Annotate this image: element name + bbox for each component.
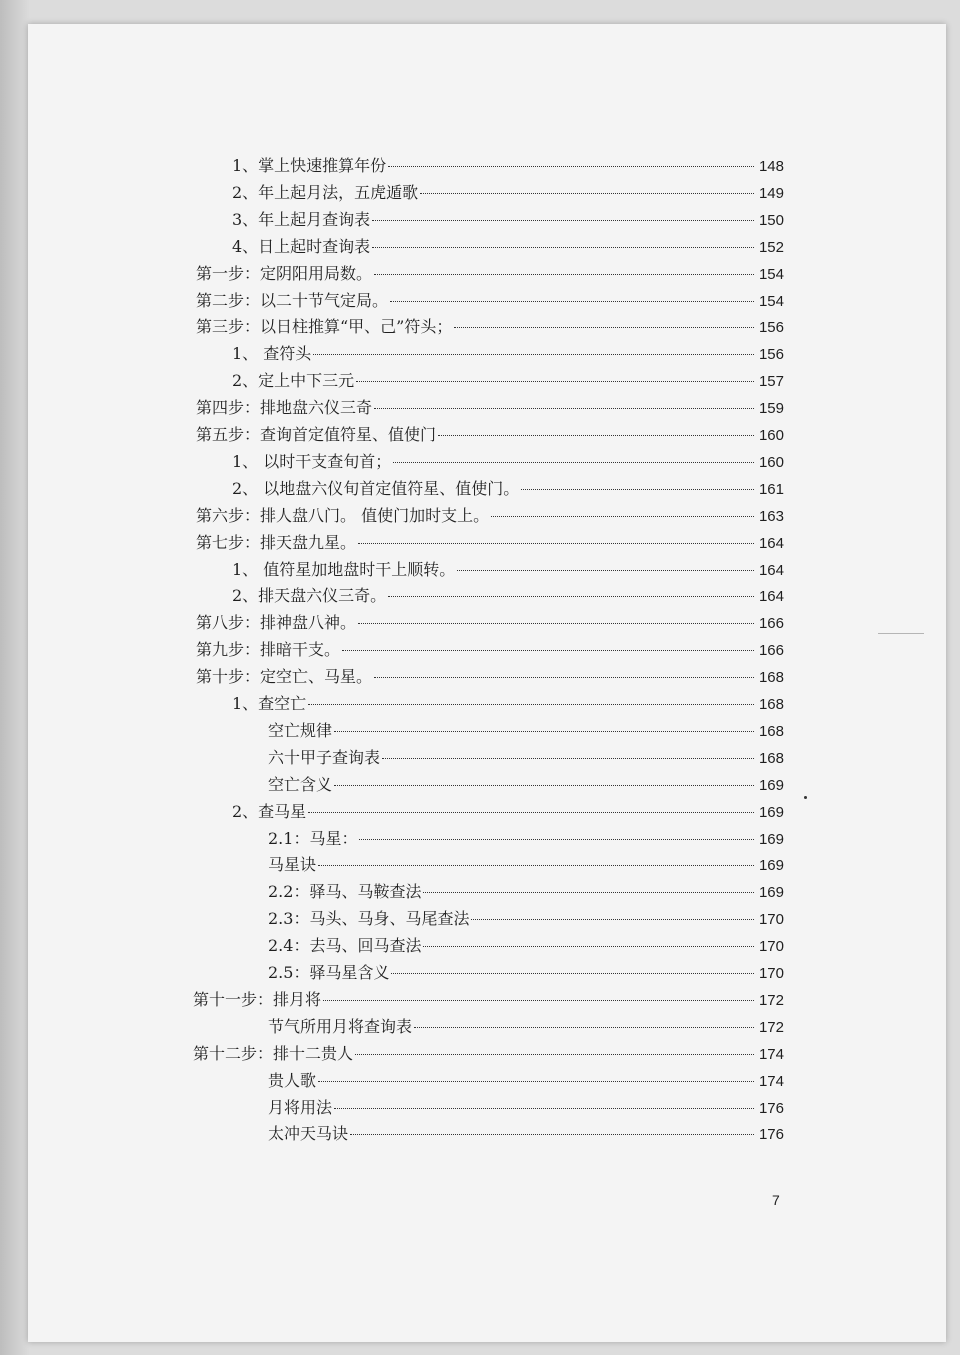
toc-entry	[232, 448, 784, 475]
toc-entry-title: 第四步：排地盘六仪三奇	[196, 398, 373, 418]
toc-leader-dots	[372, 220, 754, 221]
toc-entry-title: 2.1：马星：	[268, 828, 358, 848]
toc-entry-title: 第九步：排暗干支。	[196, 640, 341, 660]
toc-entry-page: 157	[758, 373, 784, 391]
scan-left-edge	[0, 0, 30, 1355]
toc-leader-dots	[420, 193, 754, 194]
toc-entry	[196, 609, 784, 636]
toc-entry-page: 156	[758, 346, 784, 364]
toc-leader-dots	[342, 650, 754, 651]
toc-entry-page: 176	[758, 1099, 784, 1117]
toc-entry-page: 168	[758, 696, 784, 713]
toc-entry	[268, 1120, 784, 1147]
toc-entry-title: 2、 以地盘六仪旬首定值符星、值使门。	[232, 478, 520, 498]
toc-entry-title: 1、 查符头	[232, 344, 312, 364]
toc-entry-title: 第三步：以日柱推算“甲、己”符头；	[196, 317, 453, 337]
toc-entry-title: 第八步：排神盘八神。	[196, 613, 357, 633]
toc-entry-title: 1、掌上快速推算年份	[232, 156, 387, 175]
toc-entry-page: 174	[758, 1045, 784, 1063]
toc-entry-page: 163	[758, 507, 784, 525]
toc-leader-dots	[423, 892, 754, 893]
toc-entry-page: 169	[758, 776, 784, 794]
toc-entry-title: 3、年上起月查询表	[232, 209, 371, 229]
toc-entry-page: 148	[758, 158, 784, 175]
toc-entry-title: 节气所用月将查询表	[268, 1016, 413, 1036]
toc-entry-page: 161	[758, 480, 784, 498]
page-number: 7	[772, 1192, 780, 1208]
toc-leader-dots	[374, 274, 754, 275]
toc-entry-title: 2、排天盘六仪三奇。	[232, 586, 387, 606]
toc-entry	[268, 1094, 784, 1121]
toc-entry-page: 166	[758, 615, 784, 633]
toc-entry	[193, 986, 784, 1013]
toc-leader-dots	[457, 570, 754, 571]
toc-entry-title: 第十一步：排月将	[193, 989, 322, 1009]
toc-entry-page: 154	[758, 292, 784, 310]
toc-entry	[232, 367, 784, 394]
toc-entry-title: 六十甲子查询表	[268, 747, 381, 767]
toc-entry-title: 第一步：定阴阳用局数。	[196, 263, 373, 283]
toc-entry-title: 第十二步：排十二贵人	[193, 1043, 354, 1063]
toc-entry-title: 第五步：查询首定值符星、值使门	[196, 425, 437, 444]
toc-entry	[196, 313, 784, 340]
toc-entry-title: 太冲天马诀	[268, 1124, 349, 1144]
toc-entry-page: 169	[758, 830, 784, 848]
toc-entry	[196, 260, 784, 287]
toc-entry	[232, 475, 784, 502]
toc-leader-dots	[334, 785, 754, 786]
toc-entry	[193, 1040, 784, 1067]
toc-leader-dots	[356, 381, 754, 382]
toc-entry-page: 168	[758, 749, 784, 767]
toc-leader-dots	[390, 301, 754, 302]
toc-entry-title: 第七步：排天盘九星。	[196, 532, 357, 552]
toc-entry-page: 169	[758, 884, 784, 902]
toc-leader-dots	[414, 1027, 754, 1028]
toc-entry-page: 159	[758, 400, 784, 418]
toc-entry-page: 170	[758, 911, 784, 929]
toc-leader-dots	[382, 758, 754, 759]
toc-entry	[232, 690, 784, 717]
toc-entry	[232, 340, 784, 367]
scan-mark	[878, 633, 924, 634]
toc-leader-dots	[454, 327, 754, 328]
toc-entry-title: 2、定上中下三元	[232, 371, 355, 391]
toc-leader-dots	[318, 1081, 754, 1082]
toc-leader-dots	[374, 677, 754, 678]
toc-entry-title: 2、查马星	[232, 801, 307, 821]
toc-entry-title: 第二步：以二十节气定局。	[196, 290, 389, 310]
toc-leader-dots	[355, 1054, 754, 1055]
toc-entry	[268, 905, 784, 932]
toc-entry-page: 150	[758, 211, 784, 229]
toc-entry-page: 176	[758, 1126, 784, 1144]
toc-leader-dots	[323, 1000, 754, 1001]
toc-leader-dots	[308, 704, 754, 705]
toc-entry-title: 马星诀	[268, 855, 317, 875]
toc-leader-dots	[438, 435, 754, 436]
toc-entry	[196, 421, 784, 448]
toc-entry	[268, 878, 784, 905]
scan-dot	[804, 796, 807, 799]
toc-entry-title: 1、 以时干支查旬首；	[232, 451, 392, 471]
toc-entry	[232, 556, 784, 583]
toc-entry	[232, 233, 784, 260]
toc-entry	[232, 582, 784, 609]
toc-entry-page: 174	[758, 1072, 784, 1090]
toc-entry-title: 4、日上起时查询表	[232, 236, 371, 256]
toc-entry-page: 154	[758, 265, 784, 283]
toc-leader-dots	[313, 354, 754, 355]
toc-entry-title: 第十步：定空亡、马星。	[196, 667, 373, 687]
toc-leader-dots	[521, 489, 754, 490]
toc-entry-title: 2.3：马头、马身、马尾查法	[268, 909, 470, 929]
toc-entry-title: 空亡规律	[268, 720, 333, 740]
toc-entry-title: 2、年上起月法，五虎遁歌	[232, 182, 419, 202]
toc-leader-dots	[350, 1134, 754, 1135]
toc-entry	[268, 717, 784, 744]
toc-entry	[196, 394, 784, 421]
toc-entry	[232, 206, 784, 233]
toc-entry-page: 152	[758, 238, 784, 256]
toc-entry	[196, 529, 784, 556]
toc-leader-dots	[388, 596, 754, 597]
toc-leader-dots	[334, 1108, 754, 1109]
toc-entry-page: 149	[758, 184, 784, 202]
toc-entry-page: 172	[758, 1018, 784, 1036]
toc-leader-dots	[318, 865, 754, 866]
toc-entry	[232, 152, 784, 179]
toc-entry-title: 2.4：去马、回马查法	[268, 936, 422, 956]
toc-entry-title: 月将用法	[268, 1097, 333, 1117]
toc-entry	[232, 798, 784, 825]
toc-entry	[268, 959, 784, 986]
toc-leader-dots	[423, 946, 754, 947]
toc-entry	[268, 851, 784, 878]
toc-leader-dots	[308, 812, 754, 813]
toc-leader-dots	[491, 516, 754, 517]
toc-entry	[268, 744, 784, 771]
toc-entry-page: 164	[758, 534, 784, 552]
toc-entry	[268, 1013, 784, 1040]
toc-entry	[196, 663, 784, 690]
toc-entry	[232, 179, 784, 206]
toc-leader-dots	[388, 166, 754, 167]
toc-entry-title: 2.5：驿马星含义	[268, 963, 390, 982]
toc-entry	[268, 1067, 784, 1094]
toc-entry-page: 160	[758, 427, 784, 444]
toc-entry	[196, 287, 784, 314]
toc-entry-title: 2.2：驿马、马鞍查法	[268, 882, 422, 902]
toc-entry-page: 160	[758, 453, 784, 471]
toc-entry	[196, 502, 784, 529]
toc-leader-dots	[372, 247, 754, 248]
toc-leader-dots	[391, 973, 754, 974]
toc-entry	[268, 932, 784, 959]
toc-entry-page: 172	[758, 991, 784, 1009]
toc-entry-title: 空亡含义	[268, 774, 333, 794]
toc-leader-dots	[358, 623, 754, 624]
toc-entry-page: 169	[758, 857, 784, 875]
toc-entry-page: 168	[758, 669, 784, 687]
toc-entry-page: 164	[758, 561, 784, 579]
toc-leader-dots	[359, 839, 754, 840]
toc-entry-title: 1、查空亡	[232, 694, 307, 713]
toc-entry-page: 170	[758, 965, 784, 982]
toc-leader-dots	[334, 731, 754, 732]
toc-leader-dots	[374, 408, 754, 409]
toc-entry-page: 166	[758, 642, 784, 660]
toc-entry-page: 156	[758, 319, 784, 337]
toc-entry-page: 169	[758, 803, 784, 821]
toc-entry-page: 168	[758, 722, 784, 740]
toc-entry-page: 164	[758, 588, 784, 606]
toc-leader-dots	[471, 919, 754, 920]
toc-leader-dots	[358, 543, 754, 544]
toc-entry	[268, 825, 784, 852]
toc-entry-page: 170	[758, 938, 784, 956]
toc-entry-title: 贵人歌	[268, 1070, 317, 1090]
toc-entry-title: 第六步：排人盘八门。 值使门加时支上。	[196, 505, 490, 525]
toc-entry	[196, 636, 784, 663]
toc-entry-title: 1、 值符星加地盘时干上顺转。	[232, 559, 456, 579]
toc-entry	[268, 771, 784, 798]
toc-leader-dots	[393, 462, 754, 463]
